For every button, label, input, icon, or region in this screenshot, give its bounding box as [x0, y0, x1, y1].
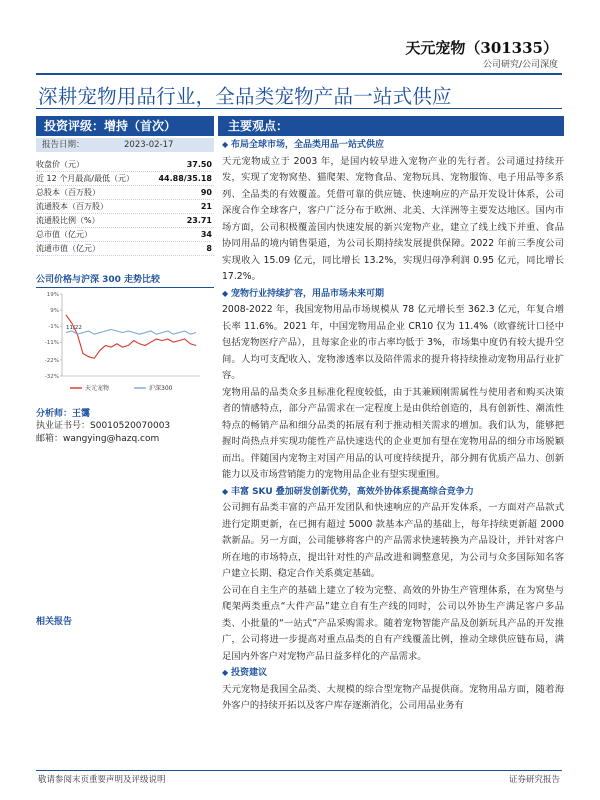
- chart-section-title: 公司价格与沪深 300 走势比较: [36, 272, 214, 288]
- stat-value: 8: [206, 244, 212, 253]
- stat-row: [36, 200, 214, 214]
- stat-row: [36, 158, 214, 172]
- paragraph: 2008-2022 年，我国宠物用品市场规模从 78 亿元增长至 362.3 亿元，年复合增长率 11.6%。2021 年，中国宠物用品企业 CR10 仅为 11.4%（欧睿统计口径中包括宠物医疗产品），且每家企业的市占率均低于 3%，市场集中度仍有较大提升空间。人均可支配收入、宠物渗透率以及陪伴需求的提升将持续推动宠物用品行业扩容。: [222, 304, 564, 381]
- report-date-value: 2023-02-17: [124, 140, 174, 150]
- stat-label: 总市值（亿元）: [36, 230, 92, 239]
- stat-label: 流通股比例（%）: [36, 216, 100, 225]
- stat-row: [36, 242, 214, 256]
- stat-value: 90: [200, 188, 212, 197]
- report-date: [36, 138, 214, 152]
- stock-stats-table: [36, 158, 214, 256]
- stat-row: [36, 214, 214, 228]
- stat-row: [36, 172, 214, 186]
- stat-label: 流通市值（亿元）: [36, 244, 100, 253]
- section-heading: ◆ 布局全球市场，全品类用品一站式供应: [222, 137, 564, 154]
- price-comparison-chart: [36, 288, 214, 398]
- footer-label: 证券研究报告: [508, 775, 560, 785]
- report-headline: 深耕宠物用品行业，全品类宠物产品一站式供应: [38, 85, 452, 108]
- stat-row: [36, 186, 214, 200]
- report-category: 公司研究/公司深度: [482, 60, 558, 70]
- key-points-header: 主要观点：: [218, 116, 564, 136]
- report-date-label: 报告日期：: [42, 140, 85, 150]
- y-tick-label: -1%: [48, 324, 59, 331]
- stat-value: 23.71: [186, 216, 212, 225]
- y-tick-label: -11%: [44, 340, 59, 347]
- series-line-沪深300: [66, 329, 196, 334]
- stat-label: 流通股本（百万股）: [36, 202, 108, 211]
- paragraph: 天元宠物成立于 2003 年，是国内较早进入宠物产业的先行者。公司通过持续开发，实现了宠物窝垫、猫爬架、宠物食品、宠物玩具、宠物服饰、电子用品等多系列、全品类的有效覆盖。凭借可靠的供应链、快速响应的产品开发设计体系，公司深度合作全球客户，客户广泛分布于欧洲、北美、大洋洲等主要发达地区。国内市场方面，公司积极覆盖国内快速发展的新兴宠物产业，建立了线上线下并重、食品协同用品的境内销售渠道，为公司长期持续发展提供保障。2022 年前三季度公司实现收入 15.09 亿元，同比增长 13.2%，实现归母净利润 0.95 亿元，同比增长 17.2%。: [222, 155, 564, 282]
- paragraph: 宠物用品的品类众多且标准化程度较低，由于其兼顾刚需属性与使用者和购买决策者的情感特点，部分产品需求在一定程度上是由供给创造的，具有创新性、潮流性特点的畅销产品和细分品类的拓展有利于推动相关需求的增加。我们认为，能够把握时尚热点并实现功能性产品快速迭代的企业更加有望在宠物用品的细分市场脱颖而出。伴随国内宠物主对国产用品的认可度持续提升，部分拥有优质产品力、创新能力以及市场营销能力的宠物用品企业有望实现重围。: [222, 386, 564, 480]
- stat-value: 37.50: [186, 160, 212, 169]
- stat-label: 收盘价（元）: [36, 160, 84, 169]
- stat-value: 44.88/35.18: [158, 174, 212, 183]
- y-tick-label: 19%: [46, 292, 59, 298]
- section-heading: ◆ 投资建议: [222, 665, 564, 682]
- investment-rating: 投资评级：增持（首次）: [36, 116, 214, 136]
- analyst-heading: 分析师：王霭: [36, 409, 91, 419]
- key-points-body: [222, 137, 564, 715]
- company-name: 天元宠物（301335）: [405, 39, 558, 57]
- headline-rule: [36, 108, 562, 109]
- stat-value: 21: [200, 202, 212, 211]
- series-line-天元宠物: [66, 315, 196, 358]
- paragraph: 天元宠物是我国全品类、大规模的综合型宠物产品提供商。宠物用品方面，随着海外客户的持续开拓以及客户库存逐渐消化，公司用品业务有: [222, 683, 564, 711]
- y-tick-label: -32%: [44, 374, 59, 380]
- paragraph: 公司拥有品类丰富的产品开发团队和快速响应的产品开发体系，一方面对产品款式进行定期更新，在已拥有超过 5000 款基本产品的基础上，每年持续更新超 2000 款新品。另一方面，公司能够将客户的产品需求快速转换为产品设计，并针对客户所在地的市场特点，提出针对性的产品改进和调整意见，为公司与众多国际知名客户建立长期、稳定合作关系奠定基础。: [222, 502, 564, 579]
- section-heading: ◆ 宠物行业持续扩容，用品市场未来可期: [222, 286, 564, 303]
- header-rule: [36, 73, 562, 75]
- related-reports-title: 相关报告: [36, 617, 73, 627]
- footer-rule: [36, 770, 562, 771]
- legend-label: 沪深300: [149, 385, 173, 392]
- paragraph: 公司在自主生产的基础上建立了较为完整、高效的外协生产管理体系，在为窝垫与爬架两类重点“大件产品”建立自有生产线的同时，公司以外协生产满足客户多品类、小批量的“一站式”产品采购需求。随着宠物智能产品及创新玩具产品的开发推广，公司将进一步提高对重点品类的自有产线覆盖比例，推动全球供应链布局，满足国内外客户对宠物产品日益多样化的产品需求。: [222, 584, 564, 662]
- y-tick-label: 9%: [50, 308, 59, 315]
- analyst-email[interactable]: 邮箱：wangying@hazq.com: [36, 434, 160, 444]
- stat-label: 总股本（百万股）: [36, 188, 100, 197]
- footer-disclaimer[interactable]: 敬请参阅末页重要声明及评级说明: [38, 775, 166, 785]
- analyst-cert: 执业证书号：S0010520070003: [36, 421, 171, 431]
- y-tick-label: -22%: [44, 357, 59, 364]
- x-annotation: 11/22: [66, 325, 82, 332]
- legend-label: 天元宠物: [85, 385, 110, 392]
- section-heading: ◆ 丰富 SKU 叠加研发创新优势，高效外协体系提高综合竞争力: [222, 484, 564, 501]
- stat-label: 近 12 个月最高/最低（元）: [36, 174, 134, 183]
- analyst-info: [36, 420, 170, 446]
- stat-row: [36, 228, 214, 242]
- stat-value: 34: [200, 230, 212, 239]
